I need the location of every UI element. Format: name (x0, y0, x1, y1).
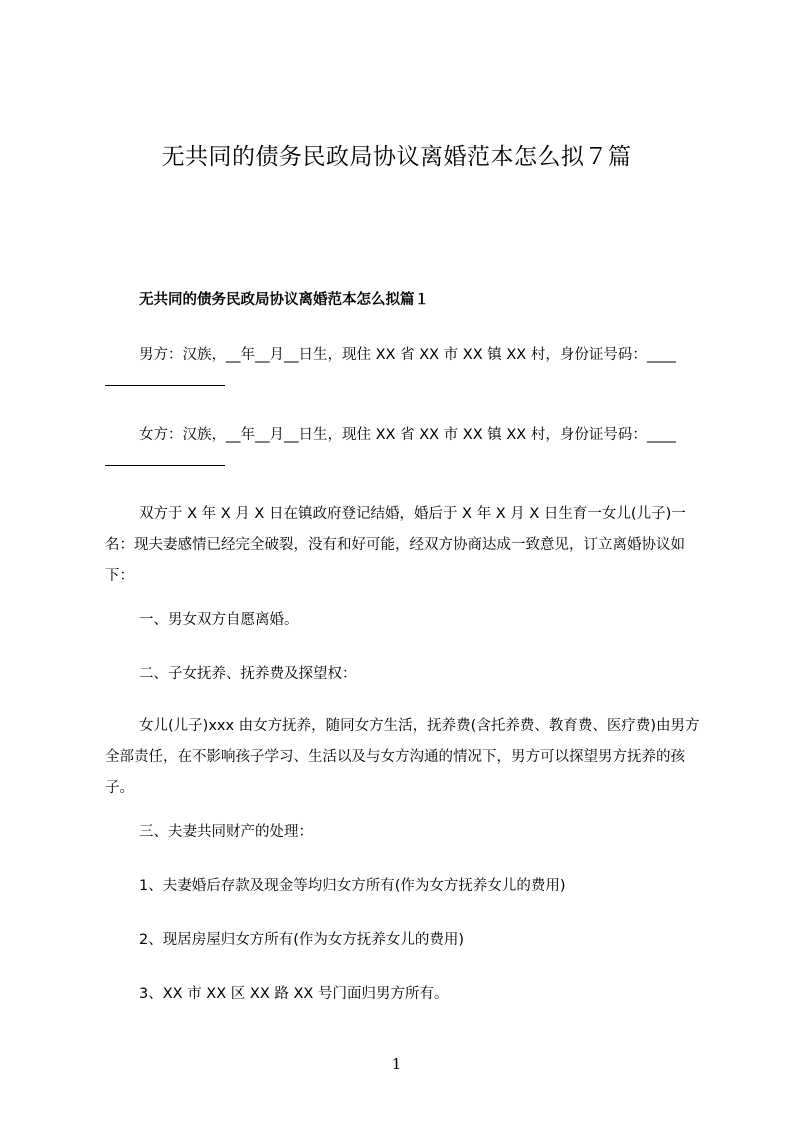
intro-paragraph: 双方于 X 年 X 月 X 日在镇政府登记结婚，婚后于 X 年 X 月 X 日生育一女儿(儿子)一名：现夫妻感情已经完全破裂，没有和好可能，经双方协商达成一致意见，订立离婚协议如下： (105, 506, 686, 584)
female-party-block (105, 420, 705, 466)
clause-1: 一、男女双方自愿离婚。 (139, 612, 299, 628)
male-party-text: 男方：汉族，__年__月__日生，现住 XX 省 XX 市 XX 镇 XX 村，身份证号码：____ (139, 347, 676, 363)
clause-2-heading: 二、子女抚养、抚养费及探望权： (139, 666, 357, 682)
page-number: 1 (391, 1055, 402, 1073)
male-party-block (105, 340, 705, 386)
clause-2-body: 女儿(儿子)xxx 由女方抚养，随同女方生活，抚养费(含托养费、教育费、医疗费)由男方全部责任，在不影响孩子学习、生活以及与女方沟通的情况下，男方可以探望男方抚养的孩子。 (105, 718, 700, 796)
clause-3-item-1: 1、夫妻婚后存款及现金等均归女方所有(作为女方抚养女儿的费用) (139, 878, 566, 894)
section-heading: 无共同的债务民政局协议离婚范本怎么拟篇１ (139, 292, 429, 308)
clause-3-heading: 三、夫妻共同财产的处理： (139, 824, 313, 840)
female-party-text: 女方：汉族，__年__月__日生，现住 XX 省 XX 市 XX 镇 XX 村，身份证号码：____ (139, 427, 676, 443)
clause-3-item-2: 2、现居房屋归女方所有(作为女方抚养女儿的费用) (139, 932, 465, 948)
document-title: 无共同的债务民政局协议离婚范本怎么拟７篇 (161, 144, 632, 170)
clause-3-item-3: 3、XX 市 XX 区 XX 路 XX 号门面归男方所有。 (139, 986, 449, 1002)
